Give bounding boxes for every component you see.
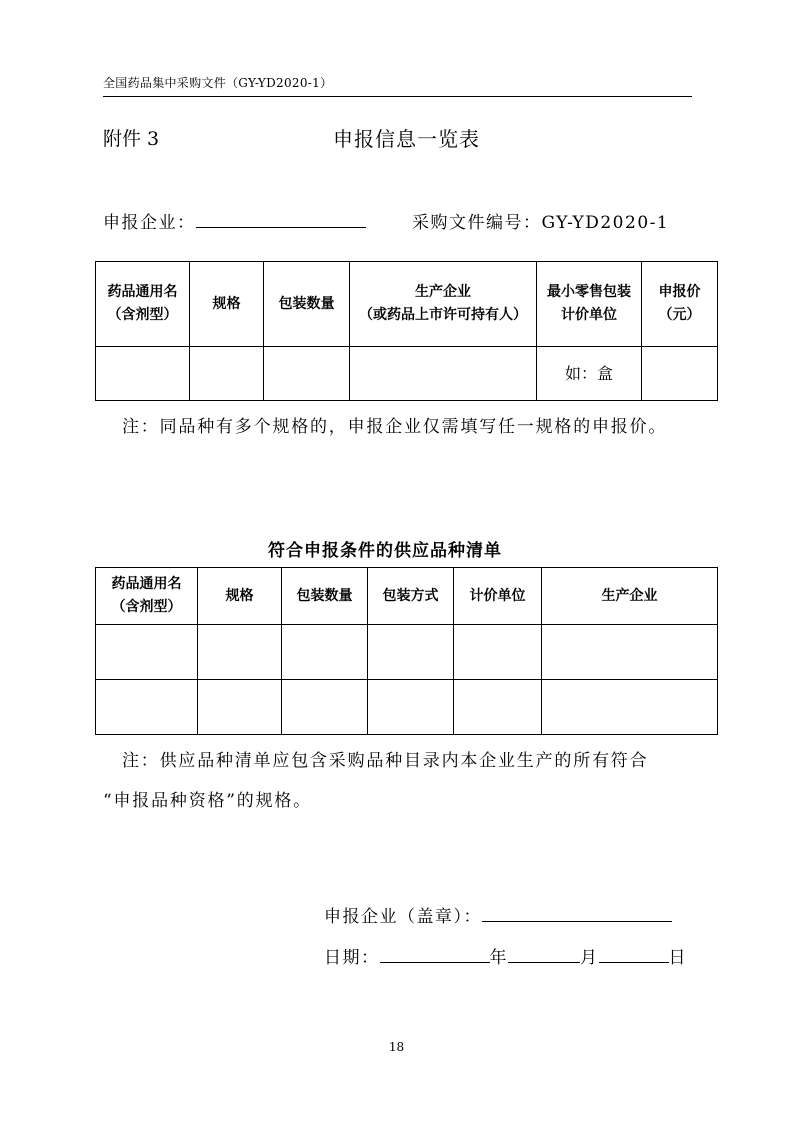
table-cell[interactable] (264, 347, 350, 401)
table-row (96, 680, 718, 735)
applicant-line (103, 208, 366, 233)
table-cell[interactable] (368, 625, 454, 680)
table-cell[interactable] (542, 680, 718, 735)
day-label: 日 (668, 948, 687, 968)
applicant-label: 申报企业： (103, 213, 196, 233)
declaration-table (95, 261, 718, 401)
table-cell[interactable] (350, 347, 537, 401)
table-cell[interactable] (542, 625, 718, 680)
page-number: 18 (388, 1040, 405, 1054)
header-cell-pack-type: 包装方式 (368, 568, 454, 625)
company-seal-blank (482, 920, 672, 922)
header-cell-name: 药品通用名 （含剂型） (96, 262, 190, 347)
note-2-line-1: 注：供应品种清单应包含采购品种目录内本企业生产的所有符合 (122, 751, 649, 771)
header-cell-unit: 计价单位 (454, 568, 542, 625)
annex-label: 附件 3 (103, 128, 160, 150)
table-cell[interactable] (454, 625, 542, 680)
note-1: 注：同品种有多个规格的，申报企业仅需填写任一规格的申报价。 (122, 417, 668, 437)
table-cell[interactable] (282, 680, 368, 735)
table-cell[interactable] (198, 625, 282, 680)
table-cell[interactable] (198, 680, 282, 735)
applicant-blank (196, 226, 366, 228)
date-line (324, 943, 687, 968)
table-cell[interactable] (96, 680, 198, 735)
page-title: 申报信息一览表 (333, 127, 480, 151)
header-cell-unit: 最小零售包装 计价单位 (537, 262, 642, 347)
table-row (96, 347, 718, 401)
doc-number: 采购文件编号：GY-YD2020-1 (412, 213, 670, 233)
table-header-row (96, 568, 718, 625)
table-cell[interactable]: 如：盒 (537, 347, 642, 401)
company-seal-line (324, 902, 672, 927)
table-cell[interactable] (368, 680, 454, 735)
table-cell[interactable] (190, 347, 264, 401)
header-cell-spec: 规格 (190, 262, 264, 347)
company-seal-label: 申报企业（盖章）： (324, 907, 482, 927)
header-cell-name: 药品通用名 （含剂型） (96, 568, 198, 625)
header-cell-manufacturer: 生产企业 (542, 568, 718, 625)
date-label: 日期： (324, 948, 380, 968)
table-cell[interactable] (96, 347, 190, 401)
header-cell-spec: 规格 (198, 568, 282, 625)
header-cell-pack-qty: 包装数量 (282, 568, 368, 625)
year-label: 年 (489, 948, 508, 968)
day-blank (599, 961, 669, 963)
year-blank (380, 961, 490, 963)
month-label: 月 (580, 948, 599, 968)
note-2-line-2: “申报品种资格”的规格。 (103, 791, 312, 811)
running-header: 全国药品集中采购文件（GY-YD2020-1） (103, 76, 333, 90)
table-header-row (96, 262, 718, 347)
header-cell-manufacturer: 生产企业 （或药品上市许可持有人） (350, 262, 537, 347)
list-title: 符合申报条件的供应品种清单 (268, 541, 502, 561)
month-blank (508, 961, 580, 963)
header-cell-pack-qty: 包装数量 (264, 262, 350, 347)
table-row (96, 625, 718, 680)
table-cell[interactable] (642, 347, 718, 401)
header-rule (103, 96, 692, 97)
table-cell[interactable] (454, 680, 542, 735)
header-cell-price: 申报价 （元） (642, 262, 718, 347)
table-cell[interactable] (96, 625, 198, 680)
supply-list-table (95, 567, 718, 735)
table-cell[interactable] (282, 625, 368, 680)
